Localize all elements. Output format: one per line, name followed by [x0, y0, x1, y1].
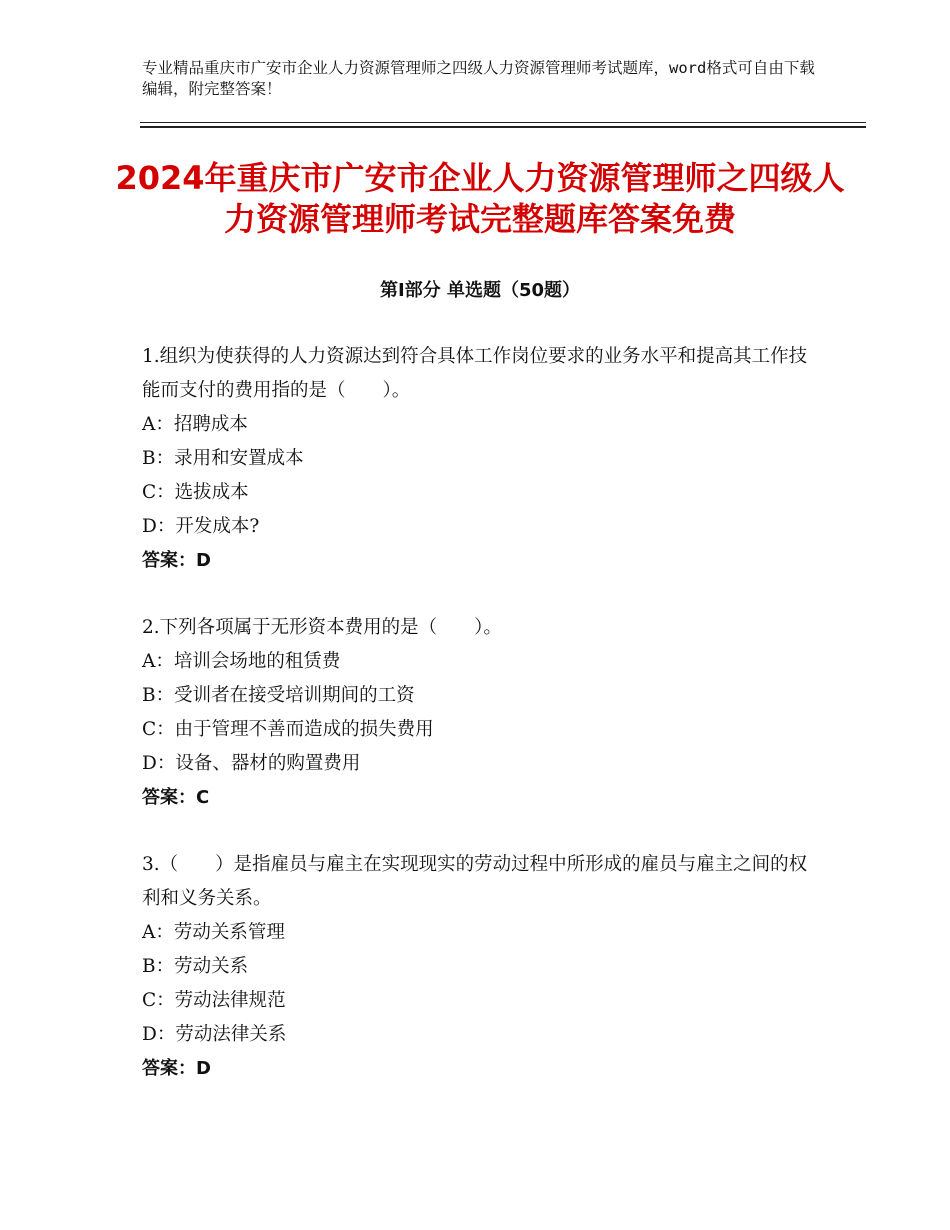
option-c: C：由于管理不善而造成的损失费用 — [142, 719, 434, 740]
option-c: C：选拔成本 — [142, 482, 249, 503]
question-3 — [142, 848, 822, 1086]
option-d: D：劳动法律关系 — [142, 1024, 287, 1045]
option-a: A：招聘成本 — [142, 414, 248, 435]
header-divider-thin — [140, 122, 866, 123]
question-1 — [142, 340, 822, 578]
answer: 答案：D — [142, 550, 211, 571]
option-b: B：录用和安置成本 — [142, 448, 304, 469]
question-stem: 3.（ ）是指雇员与雇主在实现现实的劳动过程中所形成的雇员与雇主之间的权利和义务关系。 — [142, 854, 808, 909]
option-d: D：设备、器材的购置费用 — [142, 753, 361, 774]
question-stem: 1.组织为使获得的人力资源达到符合具体工作岗位要求的业务水平和提高其工作技能而支付的费用指的是（ ）。 — [142, 346, 808, 401]
document-title: 2024年重庆市广安市企业人力资源管理师之四级人力资源管理师考试完整题库答案免费 — [115, 159, 845, 238]
option-a: A：培训会场地的租赁费 — [142, 651, 341, 672]
question-stem: 2.下列各项属于无形资本费用的是（ ）。 — [142, 617, 502, 638]
option-d: D：开发成本? — [142, 516, 260, 537]
section-title: 第Ⅰ部分 单选题（50题） — [379, 280, 580, 301]
answer: 答案：C — [142, 787, 210, 808]
option-b: B：劳动关系 — [142, 956, 249, 977]
header-note: 专业精品重庆市广安市企业人力资源管理师之四级人力资源管理师考试题库，word格式可自由下载编辑，附完整答案！ — [142, 59, 815, 98]
question-list — [142, 340, 822, 1119]
answer: 答案：D — [142, 1058, 211, 1079]
option-b: B：受训者在接受培训期间的工资 — [142, 685, 415, 706]
header-divider-thick — [140, 126, 866, 128]
question-2 — [142, 611, 822, 815]
option-a: A：劳动关系管理 — [142, 922, 285, 943]
option-c: C：劳动法律规范 — [142, 990, 286, 1011]
